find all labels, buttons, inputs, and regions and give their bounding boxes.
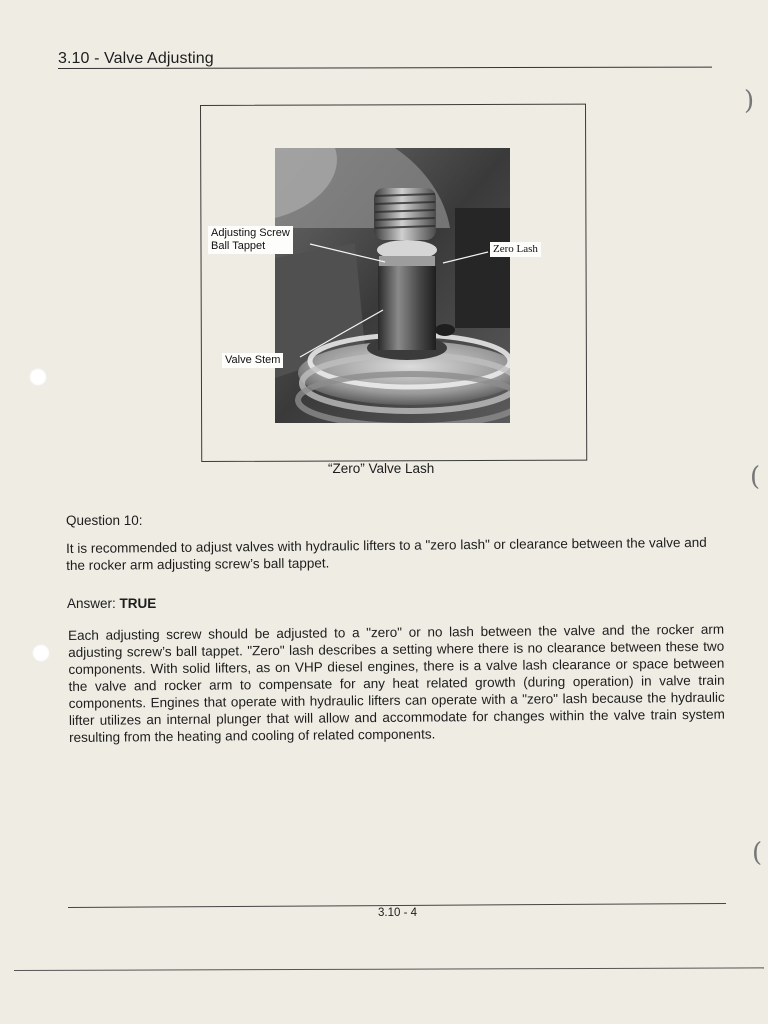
answer-value: TRUE <box>119 596 157 611</box>
section-title: 3.10 - Valve Adjusting <box>58 50 214 67</box>
callout-ball-tappet-line2: Ball Tappet <box>211 240 266 252</box>
binding-mark-icon: ( <box>750 462 761 492</box>
callout-adjusting-screw <box>208 226 293 254</box>
valve-lash-photo <box>275 148 510 423</box>
punch-hole <box>32 644 50 662</box>
callout-zero-lash: Zero Lash <box>490 242 541 257</box>
page-number: 3.10 - 4 <box>378 907 417 919</box>
valve-photo-illustration <box>275 148 510 423</box>
punch-hole <box>29 368 47 386</box>
answer-line <box>67 596 156 611</box>
callout-valve-stem: Valve Stem <box>222 353 283 368</box>
figure-caption: “Zero” Valve Lash <box>328 461 435 476</box>
callout-adjusting-screw-line1: Adjusting Screw <box>211 227 290 239</box>
question-text: It is recommended to adjust valves with hydraulic lifters to a "zero lash" or clearance between the valve and the rocker arm adjusting screw’s ball tappet. <box>66 534 707 573</box>
explanation-paragraph: Each adjusting screw should be adjusted to a "zero" or no lash between the valve and the rocker arm adjusting screw’s ball tappet. "Zero" lash describes a setting where there is no clearance between these two components. With solid lifters, as on VHP diesel engines, there is a valve lash clearance or space between the valve and rocker arm to compensate for any heat related growth (during operation) in valve train components. Engines that operate with hydraulic lifters can operate with a "zero" lash because the hydraulic lifter utilizes an internal plunger that will allow and accommodate for changes within the valve train system resulting from the heating and cooling of related components. <box>68 621 725 745</box>
question-label: Question 10: <box>66 513 143 528</box>
bottom-rule <box>14 967 764 971</box>
binding-mark-icon: ) <box>744 86 755 116</box>
answer-label: Answer: <box>67 596 116 611</box>
binding-mark-icon: ( <box>752 838 763 868</box>
title-underline <box>58 67 712 69</box>
